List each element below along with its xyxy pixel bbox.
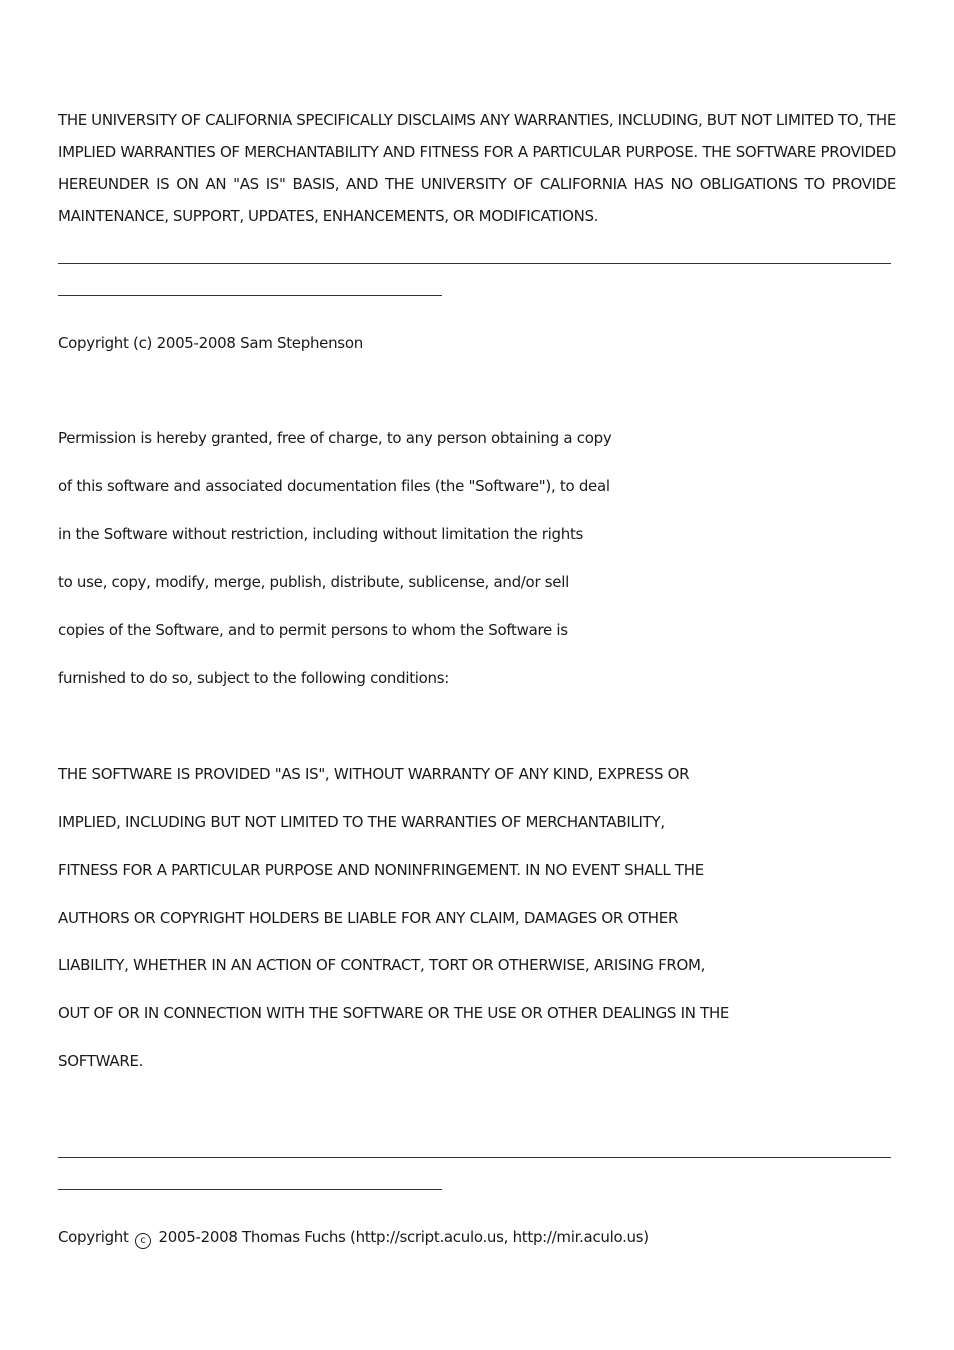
warranty-line: THE SOFTWARE IS PROVIDED "AS IS", WITHOUT WARRANTY OF ANY KIND, EXPRESS OR xyxy=(58,765,690,783)
warranty-line: LIABILITY, WHETHER IN AN ACTION OF CONTRACT, TORT OR OTHERWISE, ARISING FROM, xyxy=(58,956,706,974)
permission-line: of this software and associated documentation files (the "Software"), to deal xyxy=(58,477,610,495)
separator-short xyxy=(58,1189,442,1190)
permission-line: Permission is hereby granted, free of charge, to any person obtaining a copy xyxy=(58,429,612,447)
permission-line: furnished to do so, subject to the following conditions: xyxy=(58,669,449,687)
copyright-fuchs-prefix: Copyright xyxy=(58,1228,129,1246)
separator-long xyxy=(58,263,891,264)
separator-short xyxy=(58,295,442,296)
permission-line: in the Software without restriction, including without limitation the rights xyxy=(58,525,584,543)
warranty-line: AUTHORS OR COPYRIGHT HOLDERS BE LIABLE FOR ANY CLAIM, DAMAGES OR OTHER xyxy=(58,909,679,927)
copyright-fuchs xyxy=(58,1227,649,1249)
warranty-line: IMPLIED, INCLUDING BUT NOT LIMITED TO THE WARRANTIES OF MERCHANTABILITY, xyxy=(58,813,665,831)
permission-line: to use, copy, modify, merge, publish, distribute, sublicense, and/or sell xyxy=(58,573,569,591)
copyright-stephenson: Copyright (c) 2005-2008 Sam Stephenson xyxy=(58,334,363,352)
warranty-line: FITNESS FOR A PARTICULAR PURPOSE AND NONINFRINGEMENT. IN NO EVENT SHALL THE xyxy=(58,861,704,879)
copyright-symbol-icon: c xyxy=(135,1233,151,1249)
warranty-line: SOFTWARE. xyxy=(58,1052,144,1070)
permission-line: copies of the Software, and to permit persons to whom the Software is xyxy=(58,621,568,639)
uc-disclaimer-paragraph: THE UNIVERSITY OF CALIFORNIA SPECIFICALLY DISCLAIMS ANY WARRANTIES, INCLUDING, BUT NOT LIMITED TO, THE IMPLIED WARRANTIES OF MERCHANTABILITY AND FITNESS FOR A PARTICULAR PURPOSE. THE SOFTWARE PROVIDED HEREUNDER IS ON AN "AS IS" BASIS, AND THE UNIVERSITY OF CALIFORNIA HAS NO OBLIGATIONS TO PROVIDE MAINTENANCE, SUPPORT, UPDATES, ENHANCEMENTS, OR MODIFICATIONS. xyxy=(58,111,896,225)
separator-long xyxy=(58,1157,891,1158)
warranty-line: OUT OF OR IN CONNECTION WITH THE SOFTWARE OR THE USE OR OTHER DEALINGS IN THE xyxy=(58,1004,730,1022)
copyright-fuchs-suffix: 2005-2008 Thomas Fuchs (http://script.aculo.us, http://mir.aculo.us) xyxy=(158,1228,649,1246)
